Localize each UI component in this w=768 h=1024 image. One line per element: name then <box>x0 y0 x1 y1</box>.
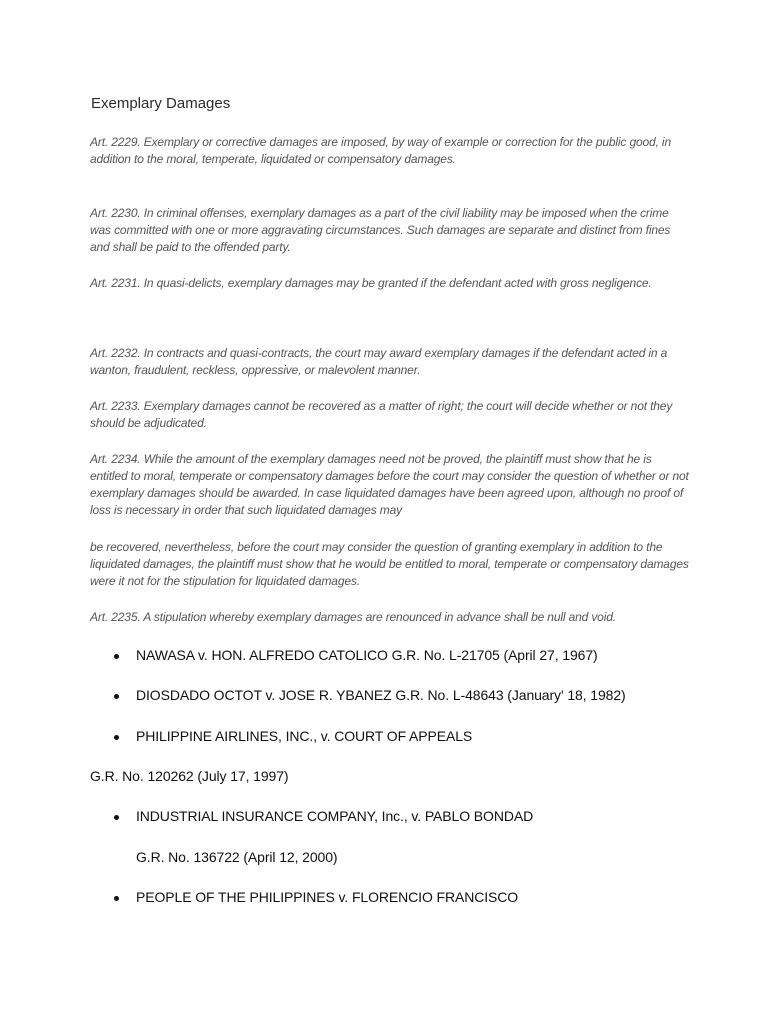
case-nawasa: NAWASA v. HON. ALFREDO CATOLICO G.R. No. L-21705 (April 27, 1967) <box>136 647 598 663</box>
case-people-v-francisco: PEOPLE OF THE PHILIPPINES v. FLORENCIO FRANCISCO <box>136 889 519 905</box>
case-industrial-insurance: INDUSTRIAL INSURANCE COMPANY, Inc., v. PABLO BONDAD <box>136 808 534 824</box>
article-2230: Art. 2230. In criminal offenses, exemplary damages as a part of the civil liability may be imposed when the crime was committed with one or more aggravating circumstances. Such damages are separate and distinct from fines and shall be paid to the offended party. <box>90 206 671 254</box>
article-2232: Art. 2232. In contracts and quasi-contracts, the court may award exemplary damages if the defendant acted in a wanton, fraudulent, reckless, oppressive, or malevolent manner. <box>90 346 668 377</box>
case-philippine-airlines: PHILIPPINE AIRLINES, INC., v. COURT OF APPEALS <box>136 728 473 744</box>
article-2229: Art. 2229. Exemplary or corrective damages are imposed, by way of example or correction for the public good, in addition to the moral, temperate, liquidated or compensatory damages. <box>90 135 671 166</box>
case-philippine-airlines-gr: G.R. No. 120262 (July 17, 1997) <box>90 768 289 784</box>
article-2233: Art. 2233. Exemplary damages cannot be recovered as a matter of right; the court will decide whether or not they should be adjudicated. <box>90 399 673 430</box>
article-2235: Art. 2235. A stipulation whereby exemplary damages are renounced in advance shall be null and void. <box>90 610 616 624</box>
bullet-icon <box>114 694 119 699</box>
article-2234: Art. 2234. While the amount of the exemplary damages need not be proved, the plaintiff must show that he is entitled to moral, temperate or compensatory damages before the court may consider the question of whether or not exemplary damages should be awarded. In case liquidated damages have been agreed upon, although no proof of loss is necessary in order that such liquidated damages may <box>90 452 689 517</box>
article-2234-continued: be recovered, nevertheless, before the court may consider the question of granting exemplary in addition to the liquidated damages, the plaintiff must show that he would be entitled to moral, temperate or compensatory damages were it not for the stipulation for liquidated damages. <box>90 540 689 588</box>
document-heading: Exemplary Damages <box>91 95 231 112</box>
bullet-icon <box>114 815 119 820</box>
article-2231: Art. 2231. In quasi-delicts, exemplary damages may be granted if the defendant acted with gross negligence. <box>90 276 652 290</box>
bullet-icon <box>114 896 119 901</box>
bullet-icon <box>114 735 119 740</box>
case-octot: DIOSDADO OCTOT v. JOSE R. YBANEZ G.R. No. L-48643 (January' 18, 1982) <box>136 687 626 703</box>
bullet-icon <box>114 654 119 659</box>
case-industrial-insurance-gr: G.R. No. 136722 (April 12, 2000) <box>136 849 338 865</box>
